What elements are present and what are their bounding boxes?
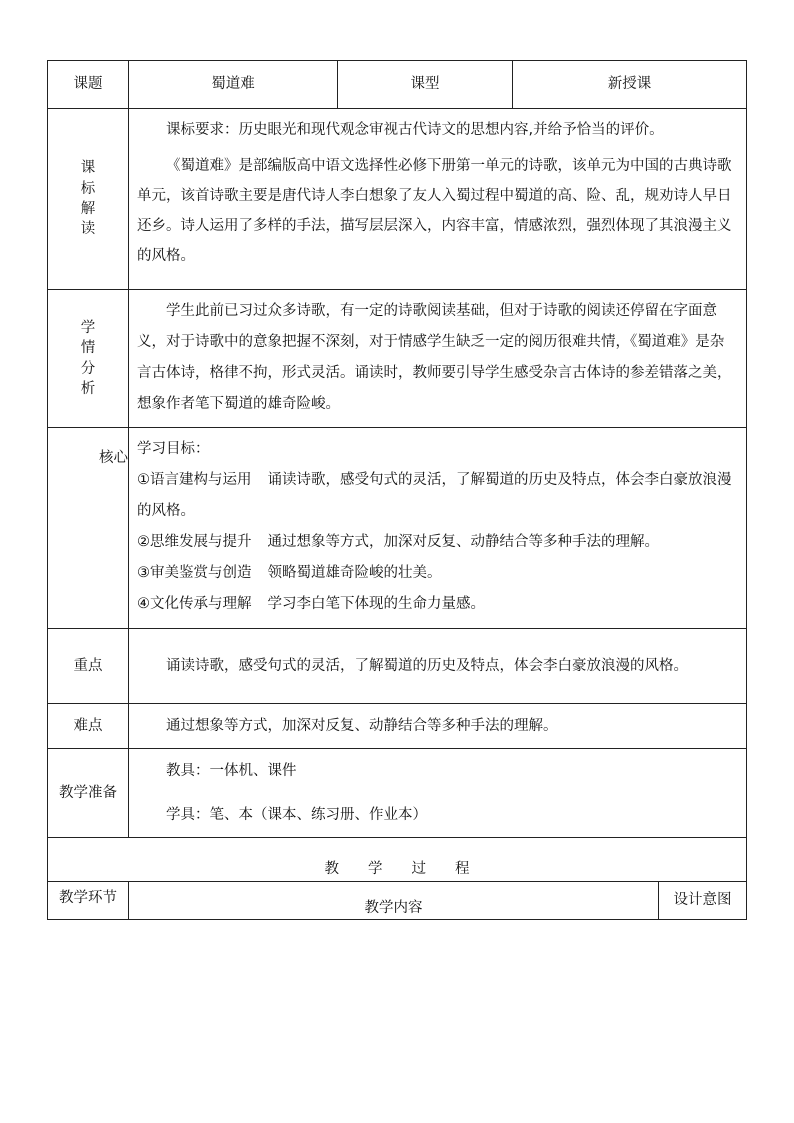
process-col-stage: 教学环节: [48, 882, 129, 920]
xueqing-label: [48, 290, 129, 428]
objective-text: 通过想象等方式，加深对反复、动静结合等多种手法的理解。: [267, 534, 659, 550]
objective-item: [137, 527, 738, 558]
objective-text: 诵读诗歌，感受句式的灵活，了解蜀道的历史及特点，体会李白豪放浪漫的风格。: [137, 472, 732, 519]
objective-head: ②思维发展与提升: [137, 534, 252, 550]
kexing-label: 课型: [338, 61, 513, 109]
zhunbei-line-2: 学具：笔、本（课本、练习册、作业本）: [166, 807, 427, 823]
ketic-value: 蜀道难: [129, 61, 338, 109]
process-col-content: 教学内容: [129, 882, 659, 920]
process-title-row: [48, 838, 747, 882]
zhongdian-row: [48, 629, 747, 704]
kebiao-para-2: 《蜀道难》是部编版高中语文选择性必修下册第一单元的诗歌，该单元为中国的古典诗歌单元，该首诗歌主要是唐代诗人李白想象了友人入蜀过程中蜀道的高、险、乱，规劝诗人早日还乡。诗人运用了多样的手法，描写层层深入，内容丰富，情感浓烈，强烈体现了其浪漫主义的风格。: [137, 158, 732, 264]
nandian-label: 难点: [48, 704, 129, 749]
objective-item: [137, 558, 738, 589]
lesson-plan-table: [47, 60, 747, 920]
nandian-text: 通过想象等方式，加深对反复、动静结合等多种手法的理解。: [166, 717, 558, 734]
process-title: 教 学 过 程: [48, 838, 747, 882]
nandian-row: [48, 704, 747, 749]
xueqing-label-char: 学: [80, 319, 96, 336]
hexin-row: [48, 428, 747, 629]
objective-text: 领略蜀道雄奇险峻的壮美。: [267, 565, 442, 581]
xueqing-content: [129, 290, 747, 428]
xueqing-para: 学生此前已习过众多诗歌，有一定的诗歌阅读基础，但对于诗歌的阅读还停留在字面意义，对于诗歌中的意象把握不深刻，对于情感学生缺乏一定的阅历很难共情，《蜀道难》是杂言古体诗，格律不拘，形式灵活。诵读时，教师要引导学生感受杂言古体诗的参差错落之美，想象作者笔下蜀道的雄奇险峻。: [137, 303, 732, 412]
zhongdian-text: 诵读诗歌，感受句式的灵活，了解蜀道的历史及特点，体会李白豪放浪漫的风格。: [166, 657, 688, 674]
objective-item: [137, 589, 738, 620]
kebiao-content: [129, 109, 747, 290]
objectives-title: 学习目标：: [137, 441, 210, 457]
process-header-row: [48, 882, 747, 920]
objective-item: [137, 465, 738, 527]
zhunbei-line-1: 教具：一体机、课件: [166, 763, 297, 779]
hexin-content: [129, 428, 747, 629]
kebiao-label-char: 解: [80, 201, 96, 217]
kexing-value: 新授课: [513, 61, 747, 109]
zhunbei-content: [129, 749, 747, 838]
objective-head: ③审美鉴赏与创造: [137, 565, 252, 581]
nandian-content: [129, 704, 747, 749]
kebiao-para-1: 课标要求：历史眼光和现代观念审视古代诗文的思想内容,并给予恰当的评价。: [166, 122, 664, 138]
xueqing-row: [48, 290, 747, 428]
kebiao-label-char: 课: [80, 160, 96, 177]
xueqing-label-char: 析: [80, 380, 96, 397]
objective-text: 学习李白笔下体现的生命力量感。: [267, 596, 485, 612]
kebiao-label: [48, 109, 129, 290]
objective-head: ①语言建构与运用: [137, 472, 252, 488]
kebiao-label-char: 读: [80, 221, 96, 238]
zhunbei-row: [48, 749, 747, 838]
zhongdian-label: 重点: [48, 629, 129, 704]
kebiao-label-char: 标: [80, 180, 96, 197]
objective-head: ④文化传承与理解: [137, 596, 252, 612]
process-col-intent: 设计意图: [659, 882, 747, 920]
xueqing-label-char: 情: [80, 340, 96, 357]
zhunbei-label: 教学准备: [48, 749, 129, 838]
zhongdian-content: [129, 629, 747, 704]
hexin-label: 核心: [48, 428, 129, 629]
header-row: [48, 61, 747, 109]
ketic-label: 课题: [48, 61, 129, 109]
kebiao-row: [48, 109, 747, 290]
xueqing-label-char: 分: [80, 360, 96, 377]
